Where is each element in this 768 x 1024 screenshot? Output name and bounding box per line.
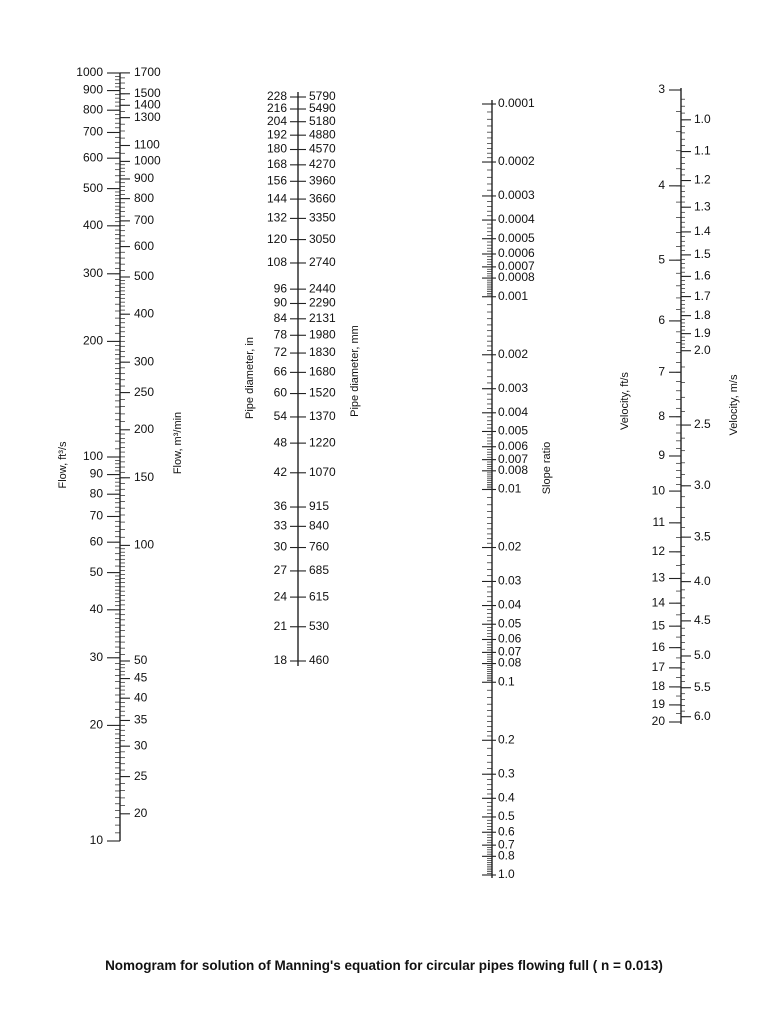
flow-m3min-tick-label: 600 — [134, 238, 155, 253]
pipe-diameter-mm-tick-label: 2740 — [309, 255, 336, 270]
velocity-fts-tick-label: 18 — [651, 679, 665, 694]
slope-ratio-tick-label: 0.01 — [498, 481, 522, 496]
pipe-diameter-mm-tick-label: 1520 — [309, 385, 336, 400]
slope-ratio-tick-label: 0.7 — [498, 837, 515, 852]
slope-ratio-tick-label: 0.2 — [498, 732, 515, 747]
pipe-diameter-in-tick-label: 192 — [266, 127, 287, 142]
pipe-diameter-mm-tick-label: 4880 — [309, 127, 336, 142]
flow-ft3s-tick-label: 100 — [82, 449, 103, 464]
flow-m3min-tick-label: 45 — [134, 670, 148, 685]
velocity-ms-tick-label: 1.5 — [694, 247, 711, 262]
velocity-fts-tick-label: 7 — [658, 364, 665, 379]
figure-caption: Nomogram for solution of Manning's equation for circular pipes flowing full ( n = 0.013) — [105, 958, 663, 973]
slope-ratio-tick-label: 0.004 — [498, 404, 529, 419]
velocity-ms-tick-label: 5.5 — [694, 679, 711, 694]
pipe-diameter-in-tick-label: 204 — [266, 113, 287, 128]
pipe-diameter-in-tick-label: 180 — [266, 141, 287, 156]
flow-m3min-tick-label: 900 — [134, 171, 155, 186]
slope-ratio-tick-label: 0.005 — [498, 423, 529, 438]
flow-m3min-tick-label: 1500 — [134, 85, 161, 100]
pipe-diameter-in-tick-label: 156 — [266, 173, 287, 188]
pipe-diameter-in-tick-label: 18 — [273, 653, 287, 668]
velocity-ms-tick-label: 4.0 — [694, 573, 711, 588]
pipe-diameter-in-tick-label: 30 — [273, 539, 287, 554]
velocity-fts-tick-label: 5 — [658, 252, 665, 267]
pipe-diameter-mm-tick-label: 3350 — [309, 210, 336, 225]
flow-m3min-tick-label: 1400 — [134, 97, 161, 112]
pipe-diameter-in-tick-label: 216 — [266, 101, 287, 116]
pipe-diameter-in-tick-label: 132 — [266, 210, 287, 225]
velocity-ms-tick-label: 1.2 — [694, 172, 711, 187]
pipe-diameter-in-tick-label: 168 — [266, 157, 287, 172]
flow-ft3s-tick-label: 60 — [89, 534, 103, 549]
velocity-ms-tick-label: 6.0 — [694, 708, 711, 723]
flow-m3min-tick-label: 40 — [134, 690, 148, 705]
flow-ft3s-tick-label: 30 — [89, 649, 103, 664]
velocity-ms-tick-label: 1.3 — [694, 199, 711, 214]
slope-ratio-tick-label: 0.04 — [498, 597, 522, 612]
flow-ft3s-axis-label: Flow, ft³/s — [57, 441, 69, 489]
velocity-ms-axis-label: Velocity, m/s — [728, 374, 740, 436]
flow-ft3s-tick-label: 90 — [89, 466, 103, 481]
flow-ft3s-tick-label: 500 — [82, 180, 103, 195]
flow-m3min-tick-label: 25 — [134, 768, 148, 783]
pipe-diameter-mm-tick-label: 530 — [309, 618, 330, 633]
flow-m3min-tick-label: 1700 — [134, 65, 161, 80]
velocity-ms-tick-label: 1.6 — [694, 268, 711, 283]
pipe-diameter-mm-tick-label: 1680 — [309, 364, 336, 379]
velocity-ms-tick-label: 3.5 — [694, 529, 711, 544]
flow-ft3s-tick-label: 10 — [89, 833, 103, 848]
pipe-diameter-in-tick-label: 24 — [273, 589, 287, 604]
pipe-diameter-in-tick-label: 84 — [273, 310, 287, 325]
flow-ft3s-tick-label: 80 — [89, 486, 103, 501]
pipe-diameter-mm-tick-label: 1980 — [309, 327, 336, 342]
flow-m3min-tick-label: 150 — [134, 469, 155, 484]
pipe-diameter-in-tick-label: 90 — [273, 295, 287, 310]
pipe-diameter-in-tick-label: 33 — [273, 518, 287, 533]
velocity-fts-tick-label: 20 — [651, 714, 665, 729]
slope-ratio-tick-label: 0.0006 — [498, 246, 535, 261]
pipe-diameter-in-tick-label: 36 — [273, 499, 287, 514]
flow-m3min-axis-label: Flow, m³/min — [172, 411, 184, 475]
slope-ratio-tick-label: 0.002 — [498, 346, 529, 361]
flow-m3min-tick-label: 30 — [134, 738, 148, 753]
pipe-diameter-mm-tick-label: 1220 — [309, 435, 336, 450]
flow-m3min-tick-label: 20 — [134, 805, 148, 820]
flow-m3min-tick-label: 200 — [134, 421, 155, 436]
pipe-diameter-in-tick-label: 120 — [266, 231, 287, 246]
slope-ratio-tick-label: 0.08 — [498, 655, 522, 670]
velocity-fts-tick-label: 9 — [658, 448, 665, 463]
pipe-diameter-in-tick-label: 27 — [273, 563, 287, 578]
velocity-ms-tick-label: 2.5 — [694, 417, 711, 432]
flow-m3min-tick-label: 1100 — [134, 137, 160, 152]
slope-ratio-tick-label: 0.001 — [498, 288, 529, 303]
flow-scale — [57, 65, 184, 847]
flow-m3min-tick-label: 35 — [134, 712, 148, 727]
velocity-fts-axis-label: Velocity, ft/s — [619, 372, 631, 430]
pipe-diameter-mm-tick-label: 5490 — [309, 101, 336, 116]
velocity-ms-tick-label: 5.0 — [694, 648, 711, 663]
pipe-diameter-mm-tick-label: 2440 — [309, 281, 336, 296]
flow-m3min-tick-label: 250 — [134, 384, 155, 399]
slope-ratio-tick-label: 0.5 — [498, 809, 515, 824]
slope-ratio-tick-label: 0.02 — [498, 539, 522, 554]
pipe-diameter-mm-tick-label: 3050 — [309, 231, 336, 246]
pipe-diameter-mm-tick-label: 2131 — [309, 310, 336, 325]
velocity-ms-tick-label: 3.0 — [694, 477, 711, 492]
velocity-fts-tick-label: 6 — [658, 313, 665, 328]
slope-ratio-tick-label: 0.4 — [498, 790, 515, 805]
pipe-diameter-mm-tick-label: 4570 — [309, 141, 336, 156]
flow-ft3s-tick-label: 700 — [82, 124, 103, 139]
pipe-diameter-in-tick-label: 108 — [266, 255, 287, 270]
pipe-diameter-mm-tick-label: 1830 — [309, 345, 336, 360]
slope-ratio-tick-label: 0.8 — [498, 848, 515, 863]
slope-ratio-tick-label: 0.0004 — [498, 212, 535, 227]
pipe-diameter-in-tick-label: 60 — [273, 385, 287, 400]
slope-ratio-tick-label: 0.05 — [498, 616, 522, 631]
slope-ratio-tick-label: 0.0002 — [498, 154, 535, 169]
slope-ratio-tick-label: 0.0007 — [498, 259, 535, 274]
slope-ratio-tick-label: 0.008 — [498, 462, 529, 477]
slope-ratio-tick-label: 0.0005 — [498, 230, 535, 245]
slope-ratio-tick-label: 0.006 — [498, 438, 529, 453]
pipe-diameter-mm-axis-label: Pipe diameter, mm — [349, 325, 361, 417]
pipe-diameter-mm-tick-label: 1370 — [309, 409, 336, 424]
flow-ft3s-tick-label: 40 — [89, 601, 103, 616]
velocity-fts-tick-label: 4 — [658, 178, 665, 193]
flow-m3min-tick-label: 1000 — [134, 153, 161, 168]
pipe-diameter-mm-tick-label: 760 — [309, 539, 330, 554]
pipe-diameter-in-tick-label: 72 — [273, 345, 287, 360]
pipe-diameter-mm-tick-label: 1070 — [309, 464, 336, 479]
flow-m3min-tick-label: 1300 — [134, 109, 161, 124]
velocity-fts-tick-label: 16 — [651, 639, 665, 654]
pipe-diameter-mm-tick-label: 5790 — [309, 89, 336, 104]
pipe-diameter-in-tick-label: 48 — [273, 435, 287, 450]
pipe-diameter-mm-tick-label: 3960 — [309, 173, 336, 188]
velocity-ms-tick-label: 1.9 — [694, 325, 711, 340]
flow-ft3s-tick-label: 20 — [89, 717, 103, 732]
flow-m3min-tick-label: 300 — [134, 354, 155, 369]
pipe-diameter-mm-tick-label: 460 — [309, 653, 330, 668]
pipe-diameter-in-tick-label: 78 — [273, 327, 287, 342]
pipe-diameter-in-tick-label: 42 — [273, 464, 287, 479]
velocity-fts-tick-label: 13 — [651, 570, 665, 585]
velocity-fts-tick-label: 8 — [658, 408, 665, 423]
pipe-diameter-in-tick-label: 54 — [273, 409, 287, 424]
slope-ratio-tick-label: 0.1 — [498, 674, 515, 689]
velocity-fts-tick-label: 10 — [651, 483, 665, 498]
slope-ratio-tick-label: 0.0008 — [498, 270, 535, 285]
pipe-diameter-mm-tick-label: 615 — [309, 589, 330, 604]
velocity-scale — [619, 82, 740, 728]
slope-ratio-tick-label: 0.07 — [498, 644, 522, 659]
slope-ratio-tick-label: 0.03 — [498, 573, 522, 588]
flow-m3min-tick-label: 100 — [134, 537, 155, 552]
velocity-ms-tick-label: 1.7 — [694, 288, 711, 303]
velocity-fts-tick-label: 17 — [651, 660, 665, 675]
slope-ratio-tick-label: 1.0 — [498, 867, 515, 882]
slope-ratio-tick-label: 0.0003 — [498, 188, 535, 203]
velocity-fts-tick-label: 3 — [658, 82, 665, 97]
pipe-diameter-in-axis-label: Pipe diameter, in — [244, 337, 256, 419]
velocity-ms-tick-label: 1.4 — [694, 224, 711, 239]
flow-m3min-tick-label: 700 — [134, 213, 155, 228]
flow-ft3s-tick-label: 800 — [82, 102, 103, 117]
velocity-fts-tick-label: 12 — [651, 543, 665, 558]
pipe-diameter-mm-tick-label: 5180 — [309, 113, 336, 128]
pipe-diameter-in-tick-label: 96 — [273, 281, 287, 296]
slope-ratio-scale — [482, 96, 553, 881]
velocity-fts-tick-label: 19 — [651, 697, 665, 712]
flow-ft3s-tick-label: 50 — [89, 564, 103, 579]
pipe-diameter-mm-tick-label: 3660 — [309, 191, 336, 206]
flow-ft3s-tick-label: 400 — [82, 217, 103, 232]
pipe-diameter-mm-tick-label: 685 — [309, 563, 330, 578]
velocity-fts-tick-label: 11 — [652, 515, 665, 530]
slope-ratio-tick-label: 0.06 — [498, 631, 522, 646]
velocity-ms-tick-label: 1.8 — [694, 307, 711, 322]
pipe-diameter-in-tick-label: 21 — [273, 618, 287, 633]
velocity-fts-tick-label: 15 — [651, 618, 665, 633]
slope-ratio-tick-label: 0.0001 — [498, 96, 535, 111]
pipe-diameter-in-tick-label: 144 — [266, 191, 287, 206]
flow-ft3s-tick-label: 70 — [89, 508, 103, 523]
flow-ft3s-tick-label: 1000 — [76, 65, 103, 80]
flow-m3min-tick-label: 400 — [134, 306, 155, 321]
velocity-fts-tick-label: 14 — [651, 595, 665, 610]
flow-ft3s-tick-label: 900 — [82, 82, 103, 97]
velocity-ms-tick-label: 4.5 — [694, 613, 711, 628]
slope-ratio-tick-label: 0.003 — [498, 380, 529, 395]
flow-ft3s-tick-label: 600 — [82, 150, 103, 165]
velocity-ms-tick-label: 1.0 — [694, 111, 711, 126]
slope-ratio-axis-label: Slope ratio — [541, 441, 553, 495]
pipe-diameter-scale — [244, 89, 361, 667]
pipe-diameter-mm-tick-label: 915 — [309, 499, 330, 514]
pipe-diameter-mm-tick-label: 2290 — [309, 295, 336, 310]
velocity-ms-tick-label: 2.0 — [694, 342, 711, 357]
flow-m3min-tick-label: 500 — [134, 269, 155, 284]
slope-ratio-tick-label: 0.007 — [498, 451, 529, 466]
pipe-diameter-mm-tick-label: 4270 — [309, 157, 336, 172]
flow-ft3s-tick-label: 200 — [82, 333, 103, 348]
slope-ratio-tick-label: 0.3 — [498, 766, 515, 781]
flow-ft3s-tick-label: 300 — [82, 265, 103, 280]
pipe-diameter-in-tick-label: 66 — [273, 364, 287, 379]
slope-ratio-tick-label: 0.6 — [498, 824, 515, 839]
pipe-diameter-mm-tick-label: 840 — [309, 518, 330, 533]
flow-m3min-tick-label: 800 — [134, 190, 155, 205]
flow-m3min-tick-label: 50 — [134, 653, 148, 668]
velocity-ms-tick-label: 1.1 — [694, 143, 711, 158]
pipe-diameter-in-tick-label: 228 — [266, 89, 287, 104]
